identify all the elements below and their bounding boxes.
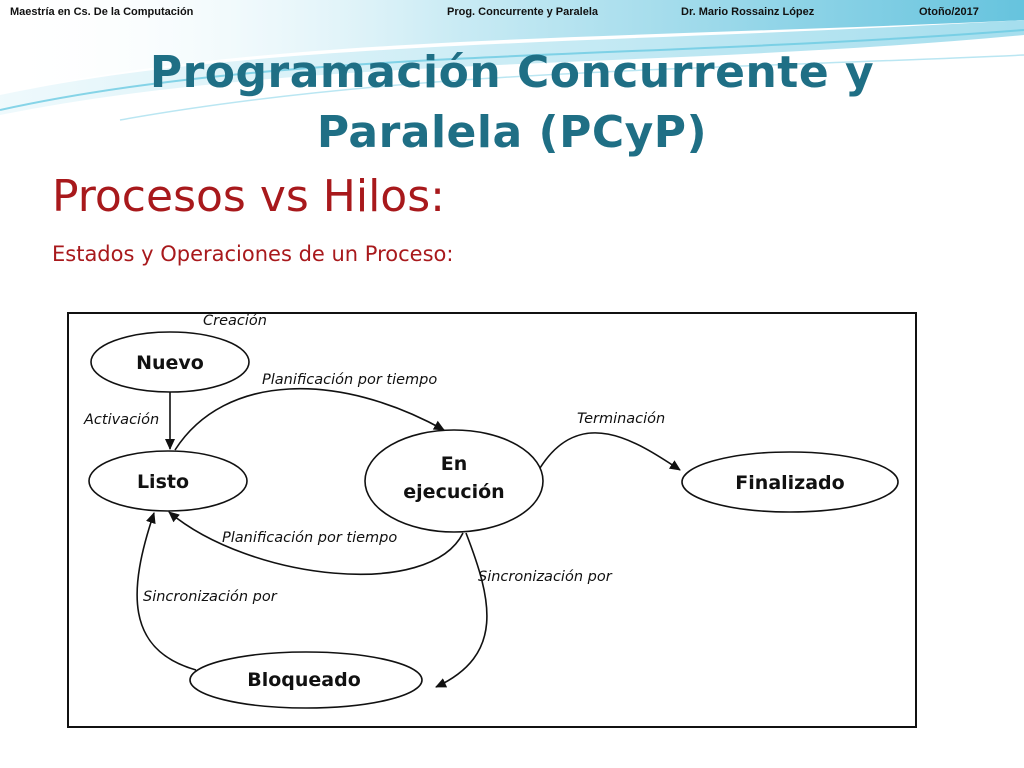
state-en-ejecucion bbox=[365, 430, 543, 532]
state-en-ejecucion-label-2: ejecución bbox=[403, 481, 505, 503]
edge-label-sincronizacion-1: Sincronización por bbox=[478, 569, 612, 585]
edge-label-creacion: Creación bbox=[203, 313, 267, 329]
state-finalizado bbox=[682, 452, 898, 512]
slide-title-line-2: Paralela (PCyP) bbox=[316, 107, 708, 158]
state-en-ejecucion-label-1: En bbox=[440, 453, 468, 475]
slide-title-line-1: Programación Concurrente y bbox=[149, 47, 875, 98]
slide-subtitle: Procesos vs Hilos: bbox=[52, 171, 445, 222]
state-nuevo bbox=[91, 332, 249, 392]
state-finalizado-label: Finalizado bbox=[735, 472, 845, 494]
edge-label-sincronizacion-2: Sincronización por bbox=[143, 589, 277, 605]
header-course: Prog. Concurrente y Paralela bbox=[447, 6, 598, 18]
edge-label-terminacion: Terminación bbox=[577, 411, 666, 427]
header-term: Otoño/2017 bbox=[919, 6, 979, 18]
edge-label-planificacion-2: Planificación por tiempo bbox=[222, 530, 398, 546]
state-bloqueado bbox=[190, 652, 422, 708]
state-listo bbox=[89, 451, 247, 511]
slide-section-heading: Estados y Operaciones de un Proceso: bbox=[52, 242, 454, 266]
state-nuevo-label: Nuevo bbox=[136, 352, 204, 374]
process-state-diagram bbox=[58, 296, 928, 742]
edge-label-planificacion-1: Planificación por tiempo bbox=[262, 372, 438, 388]
edge-label-activacion: Activación bbox=[84, 412, 160, 428]
header-program: Maestría en Cs. De la Computación bbox=[10, 6, 194, 18]
header-bar bbox=[0, 6, 1024, 22]
header-professor: Dr. Mario Rossainz López bbox=[681, 6, 815, 18]
state-listo-label: Listo bbox=[136, 471, 190, 493]
state-bloqueado-label: Bloqueado bbox=[247, 669, 361, 691]
